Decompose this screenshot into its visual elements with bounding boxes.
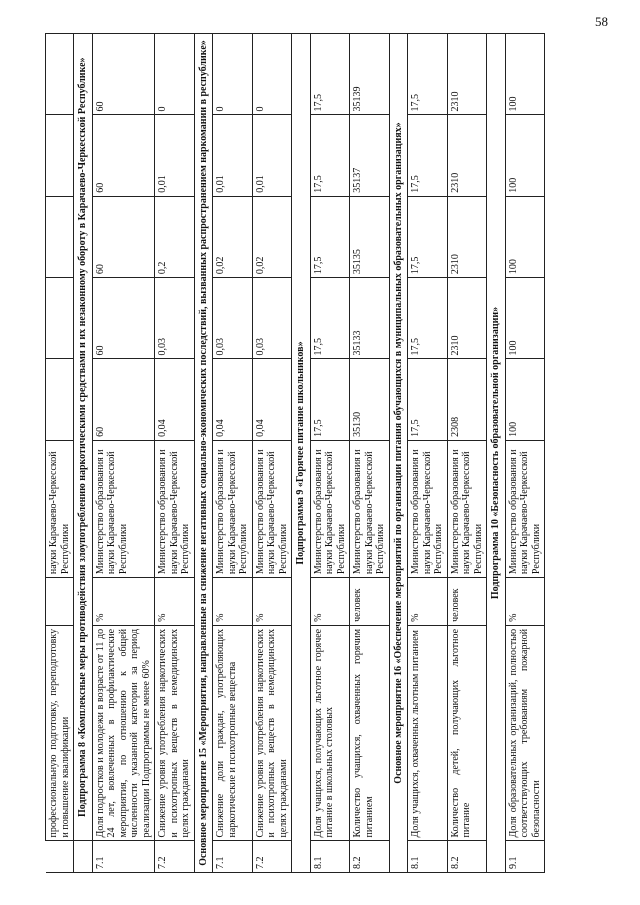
value-cell: 0,04 bbox=[252, 358, 292, 439]
value-cell: 0,03 bbox=[155, 277, 195, 358]
section-header-row bbox=[194, 33, 213, 872]
unit-cell bbox=[46, 577, 74, 625]
value-cell: 0,03 bbox=[213, 277, 253, 358]
row-number: 7.2 bbox=[252, 840, 292, 872]
row-number: 9.1 bbox=[505, 840, 545, 872]
value-cell: 35137 bbox=[350, 114, 390, 195]
row-number: 8.2 bbox=[447, 840, 487, 872]
section-title: Подпрограмма 8 «Комплексные меры противодействия злоупотреблению наркотическими средствами и их незаконному обороту в Карачаево-Черкесской Республике» bbox=[74, 33, 93, 840]
value-cell: 35130 bbox=[350, 358, 390, 439]
unit-cell: % bbox=[213, 577, 253, 625]
value-cell: 2308 bbox=[447, 358, 487, 439]
table-row bbox=[252, 33, 292, 872]
value-cell bbox=[46, 114, 74, 195]
section-title: Основное мероприятие 16 «Обеспечение мероприятий по организации питания обучающихся в муниципальных образовательных организациях» bbox=[389, 33, 408, 872]
row-number: 7.1 bbox=[92, 840, 155, 872]
value-cell: 2310 bbox=[447, 196, 487, 277]
indicator-name: Доля подростков и молодежи в возрасте от 11 до 24 лет, вовлеченных в профилактические мероприятия, по отношению к общей численности указанной категории за период реализации Подпрограммы не менее 60% bbox=[92, 625, 155, 841]
value-cell: 2310 bbox=[447, 114, 487, 195]
table-row bbox=[350, 33, 390, 872]
section-header-row bbox=[487, 33, 506, 872]
section-title: Основное мероприятие 15 «Мероприятия, направленные на снижение негативных социально-экономических последствий, вызванных распространением наркомании в республике» bbox=[194, 33, 213, 872]
executor-cell: Министерство образования и науки Карачаево-Черкесской Республики bbox=[408, 440, 448, 577]
executor-cell: Министерство образования и науки Карачаево-Черкесской Республики bbox=[447, 440, 487, 577]
table-row bbox=[213, 33, 253, 872]
unit-cell: человек bbox=[447, 577, 487, 625]
value-cell: 100 bbox=[505, 277, 545, 358]
value-cell: 17,5 bbox=[310, 277, 350, 358]
value-cell: 35133 bbox=[350, 277, 390, 358]
table-row bbox=[92, 33, 155, 872]
indicator-name: Доля учащихся, получающих льготное горячее питание в школьных столовых bbox=[310, 625, 350, 841]
row-number: 7.2 bbox=[155, 840, 195, 872]
value-cell: 17,5 bbox=[408, 114, 448, 195]
table-row bbox=[310, 33, 350, 872]
value-cell: 100 bbox=[505, 33, 545, 114]
row-number: 7.1 bbox=[213, 840, 253, 872]
executor-cell: Министерство образования и науки Карачаево-Черкесской Республики bbox=[505, 440, 545, 577]
unit-cell: % bbox=[505, 577, 545, 625]
value-cell: 2310 bbox=[447, 33, 487, 114]
executor-cell: Министерство образования и науки Карачаево-Черкесской Республики bbox=[350, 440, 390, 577]
value-cell: 35135 bbox=[350, 196, 390, 277]
value-cell: 0,04 bbox=[213, 358, 253, 439]
table-row bbox=[155, 33, 195, 872]
row-number bbox=[74, 840, 93, 872]
indicator-name: Количество учащихся, охваченных горячим питанием bbox=[350, 625, 390, 841]
indicator-name: Доля образовательных организаций, полностью соответствующих требованиям пожарной безопасности bbox=[505, 625, 545, 841]
indicator-name: Количество детей, получающих льготное питание bbox=[447, 625, 487, 841]
value-cell bbox=[46, 196, 74, 277]
value-cell: 0,02 bbox=[252, 196, 292, 277]
row-number: 8.2 bbox=[350, 840, 390, 872]
value-cell: 2310 bbox=[447, 277, 487, 358]
executor-cell: Министерство образования и науки Карачаево-Черкесской Республики bbox=[310, 440, 350, 577]
value-cell: 60 bbox=[92, 358, 155, 439]
value-cell: 0 bbox=[213, 33, 253, 114]
unit-cell: % bbox=[92, 577, 155, 625]
value-cell: 60 bbox=[92, 196, 155, 277]
indicator-name: Снижение доли граждан, употребляющих наркотические и психотропные вещества bbox=[213, 625, 253, 841]
value-cell: 60 bbox=[92, 277, 155, 358]
table-row bbox=[447, 33, 487, 872]
value-cell: 0 bbox=[252, 33, 292, 114]
section-header-row bbox=[389, 33, 408, 872]
value-cell: 100 bbox=[505, 114, 545, 195]
table-row bbox=[408, 33, 448, 872]
value-cell bbox=[46, 33, 74, 114]
row-number: 8.1 bbox=[408, 840, 448, 872]
unit-cell: % bbox=[155, 577, 195, 625]
value-cell: 0,01 bbox=[213, 114, 253, 195]
section-title: Подпрограмма 9 «Горячее питание школьников» bbox=[292, 33, 311, 872]
value-cell: 0,03 bbox=[252, 277, 292, 358]
value-cell: 35139 bbox=[350, 33, 390, 114]
value-cell: 60 bbox=[92, 33, 155, 114]
unit-cell: человек bbox=[350, 577, 390, 625]
value-cell: 100 bbox=[505, 358, 545, 439]
value-cell: 17,5 bbox=[310, 196, 350, 277]
section-header-row bbox=[292, 33, 311, 872]
value-cell: 0 bbox=[155, 33, 195, 114]
unit-cell: % bbox=[408, 577, 448, 625]
executor-cell: Министерство образования и науки Карачаево-Черкесской Республики bbox=[213, 440, 253, 577]
value-cell bbox=[46, 277, 74, 358]
indicator-name: Доля учащихся, охваченных льготным питанием bbox=[408, 625, 448, 841]
landscape-content bbox=[45, 33, 595, 873]
table-row bbox=[505, 33, 545, 872]
value-cell: 0,01 bbox=[252, 114, 292, 195]
value-cell bbox=[46, 358, 74, 439]
executor-cell: Министерство образования и науки Карачаево-Черкесской Республики bbox=[92, 440, 155, 577]
section-header-row bbox=[74, 33, 93, 872]
value-cell: 17,5 bbox=[408, 196, 448, 277]
indicators-table bbox=[45, 33, 545, 873]
unit-cell: % bbox=[252, 577, 292, 625]
value-cell: 0,01 bbox=[155, 114, 195, 195]
value-cell: 100 bbox=[505, 196, 545, 277]
indicator-name: Снижение уровня употребления наркотических и психотропных веществ в немедицинских целях гражданами bbox=[252, 625, 292, 841]
table-row bbox=[46, 33, 74, 872]
value-cell: 0,02 bbox=[213, 196, 253, 277]
row-number bbox=[46, 840, 74, 872]
indicator-name: профессиональную подготовку, переподготовку и повышение квалификации bbox=[46, 625, 74, 841]
value-cell: 0,04 bbox=[155, 358, 195, 439]
executor-cell: Министерство образования и науки Карачаево-Черкесской Республики bbox=[252, 440, 292, 577]
indicator-name: Снижение уровня употребления наркотических и психотропных веществ в немедицинских целях гражданами bbox=[155, 625, 195, 841]
value-cell: 17,5 bbox=[310, 114, 350, 195]
value-cell: 60 bbox=[92, 114, 155, 195]
value-cell: 17,5 bbox=[408, 33, 448, 114]
page-number: 58 bbox=[595, 14, 608, 29]
row-number: 8.1 bbox=[310, 840, 350, 872]
unit-cell: % bbox=[310, 577, 350, 625]
value-cell: 17,5 bbox=[408, 277, 448, 358]
executor-cell: Министерство образования и науки Карачаево-Черкесской Республики bbox=[155, 440, 195, 577]
value-cell: 17,5 bbox=[310, 358, 350, 439]
value-cell: 17,5 bbox=[408, 358, 448, 439]
value-cell: 17,5 bbox=[310, 33, 350, 114]
value-cell: 0,2 bbox=[155, 196, 195, 277]
section-title: Подпрограмма 10 «Безопасность образовательной организации» bbox=[487, 33, 506, 872]
executor-cell: науки Карачаево-Черкесской Республики bbox=[46, 440, 74, 577]
